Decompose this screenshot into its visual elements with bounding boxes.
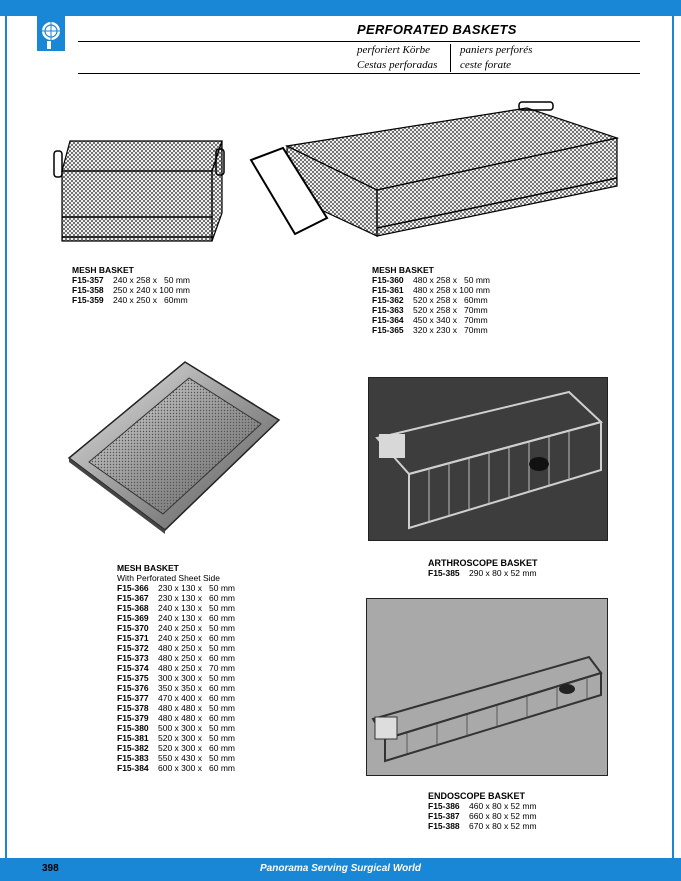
item-dimensions: 470 x 400 x 60 mm — [158, 693, 236, 703]
item-dimensions: 240 x 250 x 60 mm — [158, 633, 236, 643]
perforated-tray-image — [67, 358, 281, 534]
item-code: F15-371 — [117, 633, 149, 643]
item-code: F15-380 — [117, 723, 149, 733]
item-dimensions: 520 x 300 x 50 mm — [158, 733, 236, 743]
item-dimensions: 520 x 300 x 60 mm — [158, 743, 236, 753]
item-code: F15-377 — [117, 693, 149, 703]
item-code: F15-384 — [117, 763, 149, 773]
spec-row — [372, 285, 490, 295]
item-dimensions: 290 x 80 x 52 mm — [469, 568, 537, 578]
endoscope-basket-photo — [366, 598, 608, 776]
spec-row — [117, 593, 235, 603]
item-code: F15-388 — [428, 821, 460, 831]
spec-row — [372, 295, 490, 305]
item-code: F15-387 — [428, 811, 460, 821]
section-heading: MESH BASKET — [372, 265, 434, 275]
subtitle-spanish: Cestas perforadas — [357, 59, 438, 71]
item-code: F15-385 — [428, 568, 460, 578]
spec-row — [117, 613, 235, 623]
arthroscope-basket-photo — [368, 377, 608, 541]
item-dimensions: 240 x 130 x 60 mm — [158, 613, 236, 623]
item-code: F15-386 — [428, 801, 460, 811]
item-dimensions: 600 x 300 x 60 mm — [158, 763, 236, 773]
item-dimensions: 480 x 480 x 50 mm — [158, 703, 236, 713]
item-dimensions: 480 x 250 x 70 mm — [158, 663, 236, 673]
spec-row — [117, 763, 235, 773]
spec-row — [72, 295, 190, 305]
item-code: F15-383 — [117, 753, 149, 763]
spec-row — [117, 693, 235, 703]
item-dimensions: 480 x 258 x 50 mm — [413, 275, 491, 285]
spec-row — [117, 643, 235, 653]
spec-row — [372, 305, 490, 315]
page-number: 398 — [42, 863, 59, 874]
section-heading: MESH BASKET — [72, 265, 134, 275]
item-dimensions: 240 x 250 x 60mm — [113, 295, 188, 305]
spec-row — [428, 801, 537, 811]
item-dimensions: 450 x 340 x 70mm — [413, 315, 488, 325]
section-heading: ENDOSCOPE BASKET — [428, 791, 526, 801]
top-color-bar — [0, 0, 681, 16]
spec-row — [117, 723, 235, 733]
item-code: F15-369 — [117, 613, 149, 623]
item-dimensions: 240 x 130 x 50 mm — [158, 603, 236, 613]
item-code: F15-358 — [72, 285, 104, 295]
spec-row — [372, 325, 490, 335]
spec-row — [372, 275, 490, 285]
endoscope-basket-specs — [428, 791, 537, 831]
spec-row — [117, 623, 235, 633]
item-dimensions: 500 x 300 x 50 mm — [158, 723, 236, 733]
subtitle-german: perforiert Körbe — [357, 44, 431, 56]
subtitle-italian: ceste forate — [460, 59, 512, 71]
spec-row — [117, 603, 235, 613]
item-dimensions: 250 x 240 x 100 mm — [113, 285, 191, 295]
item-code: F15-360 — [372, 275, 404, 285]
item-dimensions: 520 x 258 x 70mm — [413, 305, 488, 315]
item-code: F15-379 — [117, 713, 149, 723]
item-code: F15-363 — [372, 305, 404, 315]
item-code: F15-374 — [117, 663, 149, 673]
item-dimensions: 320 x 230 x 70mm — [413, 325, 488, 335]
item-dimensions: 460 x 80 x 52 mm — [469, 801, 537, 811]
spec-row — [117, 663, 235, 673]
spec-row — [117, 583, 235, 593]
item-dimensions: 520 x 258 x 60mm — [413, 295, 488, 305]
subtitle-rule — [78, 73, 640, 74]
item-dimensions: 230 x 130 x 50 mm — [158, 583, 236, 593]
item-dimensions: 550 x 430 x 50 mm — [158, 753, 236, 763]
mesh-basket-perforated-specs — [117, 563, 235, 773]
mesh-basket-small-image — [52, 133, 230, 251]
item-code: F15-375 — [117, 673, 149, 683]
item-dimensions: 350 x 350 x 60 mm — [158, 683, 236, 693]
spec-row — [428, 821, 537, 831]
item-code: F15-368 — [117, 603, 149, 613]
spec-row — [428, 811, 537, 821]
item-dimensions: 480 x 250 x 50 mm — [158, 643, 236, 653]
spec-row — [72, 285, 190, 295]
spec-row — [117, 683, 235, 693]
spec-row — [117, 703, 235, 713]
subtitle-french: paniers perforés — [460, 44, 533, 56]
item-dimensions: 480 x 258 x 100 mm — [413, 285, 491, 295]
spec-row — [117, 713, 235, 723]
item-dimensions: 240 x 258 x 50 mm — [113, 275, 191, 285]
page-title: PERFORATED BASKETS — [357, 22, 517, 37]
spec-row — [72, 275, 190, 285]
spec-row — [117, 753, 235, 763]
section-heading: MESH BASKET — [117, 563, 179, 573]
item-code: F15-364 — [372, 315, 404, 325]
arthroscope-basket-specs — [428, 558, 538, 578]
item-dimensions: 660 x 80 x 52 mm — [469, 811, 537, 821]
item-code: F15-361 — [372, 285, 404, 295]
item-code: F15-365 — [372, 325, 404, 335]
item-dimensions: 670 x 80 x 52 mm — [469, 821, 537, 831]
footer-tagline: Panorama Serving Surgical World — [260, 863, 421, 874]
item-code: F15-367 — [117, 593, 149, 603]
item-code: F15-382 — [117, 743, 149, 753]
section-heading: ARTHROSCOPE BASKET — [428, 558, 538, 568]
item-code: F15-381 — [117, 733, 149, 743]
spec-row — [117, 733, 235, 743]
item-dimensions: 240 x 250 x 50 mm — [158, 623, 236, 633]
item-code: F15-357 — [72, 275, 104, 285]
item-code: F15-362 — [372, 295, 404, 305]
spec-row — [372, 315, 490, 325]
item-code: F15-376 — [117, 683, 149, 693]
item-code: F15-370 — [117, 623, 149, 633]
item-code: F15-378 — [117, 703, 149, 713]
item-code: F15-366 — [117, 583, 149, 593]
item-code: F15-373 — [117, 653, 149, 663]
title-rule — [78, 41, 640, 42]
subtitle-separator — [450, 44, 451, 72]
item-code: F15-359 — [72, 295, 104, 305]
item-dimensions: 230 x 130 x 60 mm — [158, 593, 236, 603]
brand-logo — [37, 15, 65, 51]
mesh-basket-large-image — [247, 98, 631, 248]
item-dimensions: 480 x 250 x 60 mm — [158, 653, 236, 663]
mesh-basket-small-specs — [72, 265, 190, 305]
section-subheading: With Perforated Sheet Side — [117, 573, 221, 583]
spec-row — [117, 633, 235, 643]
item-code: F15-372 — [117, 643, 149, 653]
spec-row — [117, 673, 235, 683]
spec-row — [117, 743, 235, 753]
spec-row — [428, 568, 538, 578]
item-dimensions: 300 x 300 x 50 mm — [158, 673, 236, 683]
spec-row — [117, 653, 235, 663]
mesh-basket-large-specs — [372, 265, 490, 335]
item-dimensions: 480 x 480 x 60 mm — [158, 713, 236, 723]
